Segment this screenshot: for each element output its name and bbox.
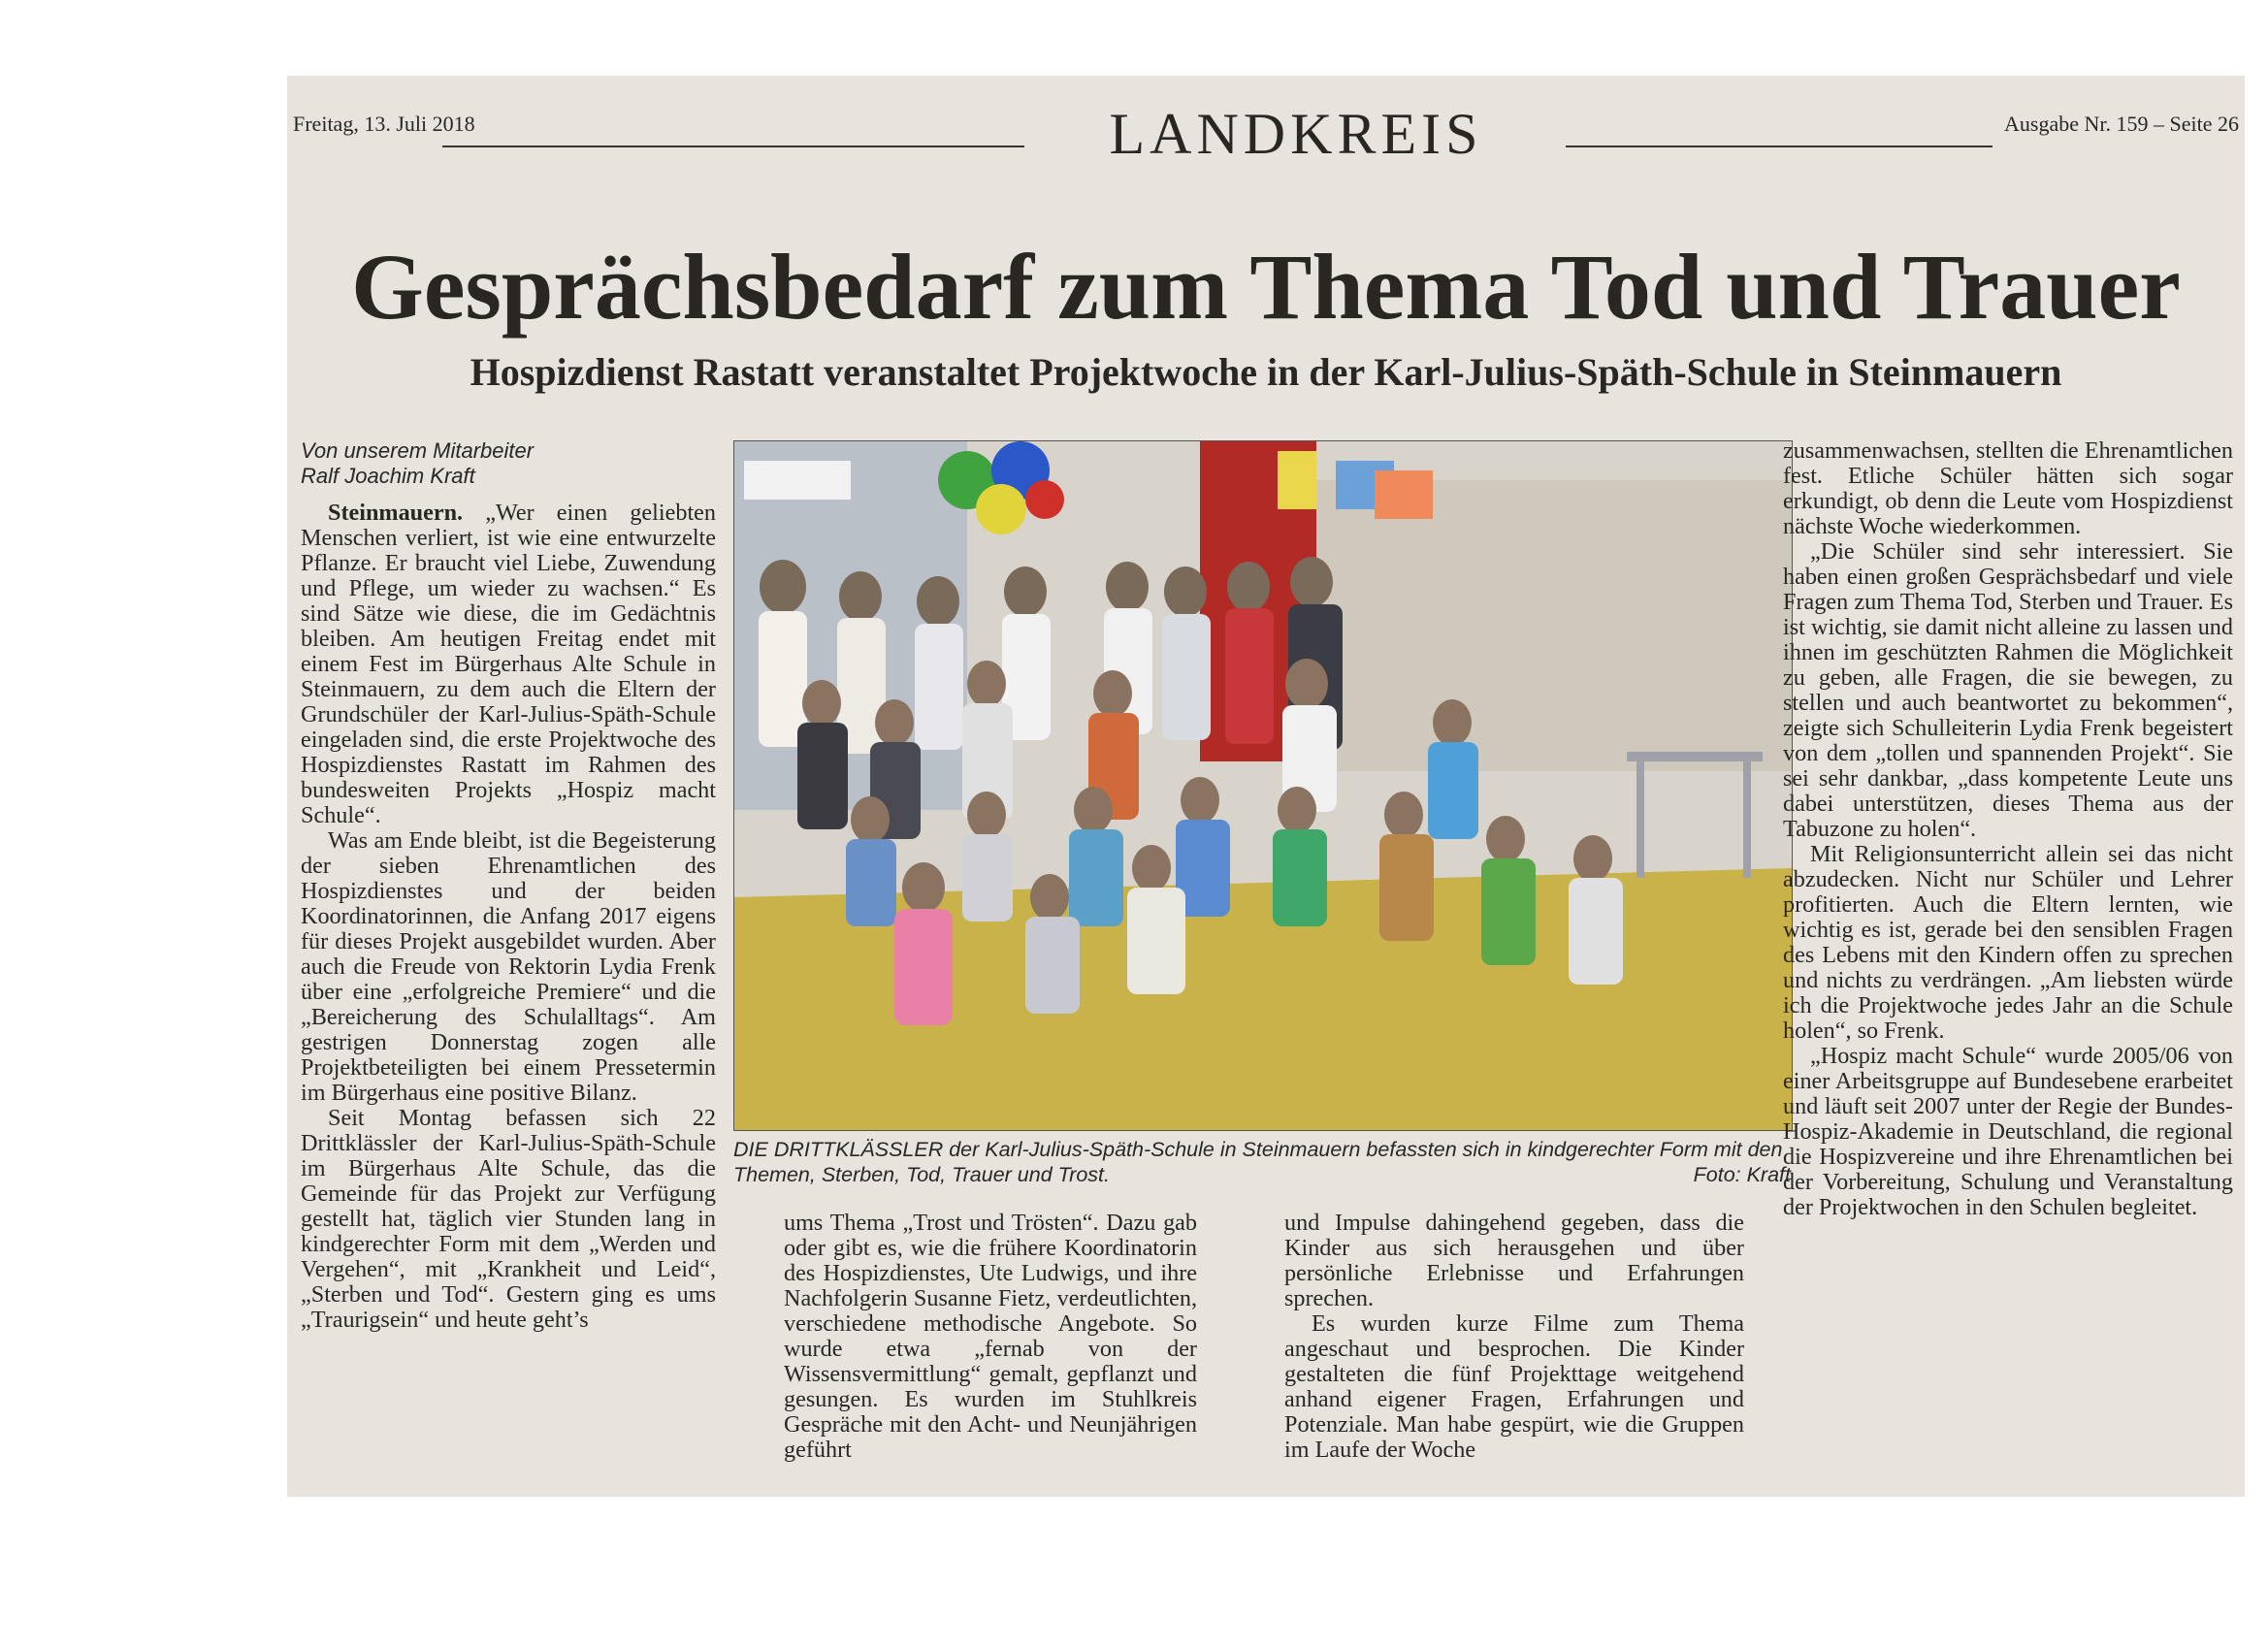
byline-author: Ralf Joachim Kraft (301, 464, 475, 488)
newspaper-clipping (287, 76, 2245, 1497)
article-photo (733, 440, 1793, 1131)
header-rule-left (442, 146, 1024, 147)
byline (301, 438, 716, 489)
header-rule-right (1566, 146, 1993, 147)
paragraph: „Die Schüler sind sehr interessiert. Sie haben einen großen Gesprächsbedarf und viele Fragen zum Thema Tod, Sterben und Trauer. Es ist wichtig, sie damit nicht alleine zu lassen und ihnen im geschützten Rahmen die Möglichkeit zu geben, alle Fragen, die sie bewegen, zu stellen und auch beantwortet zu bekommen“, zeigte sich Schulleiterin Lydia Frenk begeistert von dem „tollen und spannenden Projekt“. Sie sei sehr dankbar, „dass kompetente Leute uns dabei unterstützen, dieses Thema aus der Tabuzone zu holen“. (1783, 538, 2233, 842)
paragraph: Mit Religionsunterricht allein sei das nicht abzudecken. Nicht nur Schüler und Lehrer profitierten. Auch die Eltern lernten, wie wichtig es ist, gerade bei den sensiblen Fragen des Lebens mit den Kindern offen zu sprechen und nichts zu verdrängen. „Am liebsten würde ich die Projektwoche jedes Jahr an die Schule holen“, so Frenk. (1783, 841, 2233, 1044)
paragraph (301, 501, 716, 828)
caption-text: DIE DRITTKLÄSSLER der Karl-Julius-Späth-Schule in Steinmauern befassten sich in kindgerechter Form mit den Themen, Sterben, Tod, Trauer und Trost. (733, 1138, 1783, 1186)
column-3 (1284, 1211, 1744, 1463)
paragraph: und Impulse dahingehend gegeben, dass die Kinder aus sich herausgehen und über persönliche Erlebnisse und Erfahrungen sprechen. (1284, 1210, 1744, 1311)
paragraph-text: „Wer einen geliebten Menschen verliert, ist wie eine entwurzelte Pflanze. Er braucht viel Liebe, Zuwendung und Pflege, um wieder zu wachsen.“ Es sind Sätze wie diese, die im Gedächtnis bleiben. Am heutigen Freitag endet mit einem Fest im Bürgerhaus Alte Schule in Steinmauern, zu dem auch die Eltern der Grundschüler der Karl-Julius-Späth-Schule eingeladen sind, die erste Projektwoche des Hospizdienstes Rastatt im Rahmen des bundesweiten Projekts „Hospiz macht Schule“. (301, 500, 716, 828)
paragraph: Es wurden kurze Filme zum Thema angeschaut und besprochen. Die Kinder gestalteten die fünf Projekttage weitgehend anhand eigener Fragen, Erfahrungen und Potenziale. Man habe gespürt, wie die Gruppen im Laufe der Woche (1284, 1310, 1744, 1463)
class-photo-illustration (734, 441, 1792, 1130)
paragraph: „Hospiz macht Schule“ wurde 2005/06 von einer Arbeitsgruppe auf Bundesebene erarbeitet und läuft seit 2007 unter der Regie der Bundes-Hospiz-Akademie in Deutschland, die regional die Hospizvereine und ihre Ehrenamtlichen bei der Vorbereitung, Schulung und Veranstaltung der Projektwochen in den Schulen begleitet. (1783, 1043, 2233, 1220)
column-1 (301, 438, 716, 1333)
byline-line-1: Von unserem Mitarbeiter (301, 438, 535, 463)
paragraph: Seit Montag befassen sich 22 Drittklässler der Karl-Julius-Späth-Schule im Bürgerhaus Alte Schule, das die Gemeinde für das Projekt zur Verfügung gestellt hat, täglich vier Stunden lang in kindgerechter Form mit dem „Werden und Vergehen“, mit „Krankheit und Leid“, „Sterben und Tod“. Gestern ging es ums „Traurigsein“ und heute geht’s (301, 1105, 716, 1333)
issue-number: Ausgabe Nr. 159 – Seite 26 (2004, 112, 2239, 136)
paragraph: ums Thema „Trost und Trösten“. Dazu gab oder gibt es, wie die frühere Koordinatorin des Hospizdienstes, Ute Ludwigs, und ihre Nachfolgerin Susanne Fietz, verdeutlichten, verschiedene methodische Angebote. So wurde etwa „fernab von der Wissensvermittlung“ gemalt, gepflanzt und gesungen. Es wurden im Stuhlkreis Gespräche mit den Acht- und Neunjährigen geführt (784, 1210, 1197, 1463)
section-title: LANDKREIS (1109, 102, 1483, 166)
paragraph: zusammenwachsen, stellten die Ehrenamtlichen fest. Etliche Schüler hätten sich sogar erkundigt, ob denn die Leute vom Hospizdienst nächste Woche wiederkommen. (1783, 437, 2233, 539)
issue-date: Freitag, 13. Juli 2018 (293, 112, 475, 136)
dateline: Steinmauern. (328, 500, 464, 526)
column-2 (784, 1211, 1197, 1463)
paragraph: Was am Ende bleibt, ist die Begeisterung der sieben Ehrenamtlichen des Hospizdienstes und der beiden Koordinatorinnen, die Anfang 2017 eigens für dieses Projekt ausgebildet wurden. Aber auch die Freude von Rektorin Lydia Frenk über eine „erfolgreiche Premiere“ und die „Bereicherung des Schulalltags“. Am gestrigen Donnerstag zogen alle Projektbeteiligten bei einem Pressetermin im Bürgerhaus eine positive Bilanz. (301, 827, 716, 1106)
photo-credit: Foto: Kraft (1693, 1163, 1791, 1186)
subheadline: Hospizdienst Rastatt veranstaltet Projektwoche in der Karl-Julius-Späth-Schule in Steinmauern (470, 350, 2062, 394)
headline: Gesprächsbedarf zum Thema Tod und Trauer (351, 235, 2181, 339)
photo-caption (733, 1137, 1791, 1187)
column-4 (1783, 438, 2233, 1220)
